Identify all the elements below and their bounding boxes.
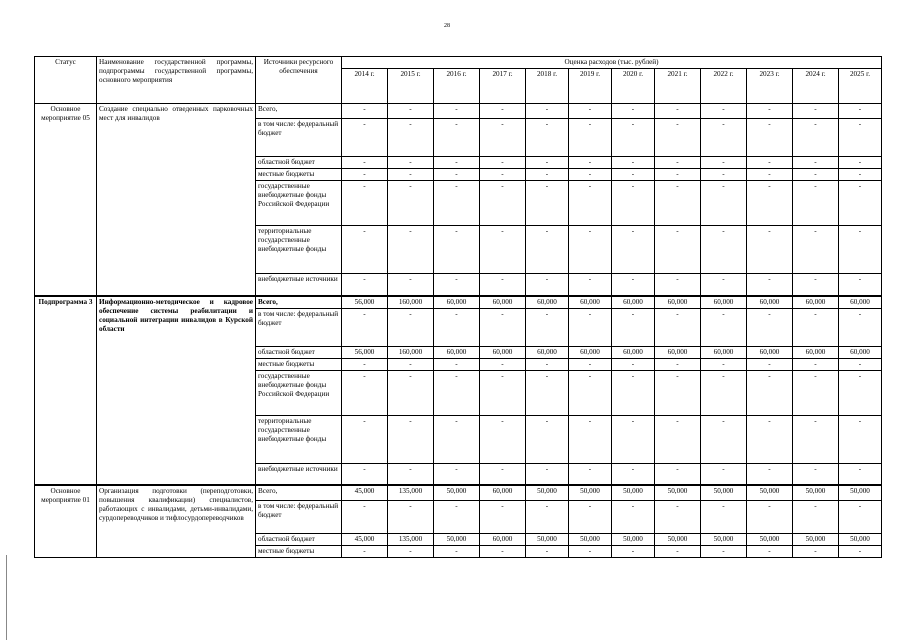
value-cell: 50,000 [526, 485, 569, 500]
value-cell: 45,000 [342, 533, 388, 545]
value-cell: - [569, 157, 612, 169]
value-cell: - [480, 358, 526, 370]
value-cell: - [388, 545, 434, 557]
value-cell: - [612, 181, 655, 226]
header-year: 2024 г. [793, 69, 839, 104]
value-cell: - [342, 500, 388, 533]
value-cell: - [480, 119, 526, 157]
source-label: Всего, [256, 485, 342, 500]
value-cell: 60,000 [701, 346, 747, 358]
value-cell: - [655, 274, 701, 296]
value-cell: - [526, 463, 569, 485]
value-cell: - [747, 181, 793, 226]
value-cell: - [434, 104, 480, 119]
value-cell: - [434, 358, 480, 370]
value-cell: - [612, 500, 655, 533]
value-cell: - [526, 274, 569, 296]
value-cell: 60,000 [526, 296, 569, 309]
value-cell: - [793, 463, 839, 485]
value-cell: - [434, 169, 480, 181]
value-cell: 45,000 [342, 485, 388, 500]
value-cell: 60,000 [793, 346, 839, 358]
value-cell: - [701, 119, 747, 157]
value-cell: - [655, 226, 701, 274]
block-status: Подпрограмма 3 [35, 296, 97, 486]
value-cell: - [434, 463, 480, 485]
value-cell: - [434, 226, 480, 274]
value-cell: - [569, 226, 612, 274]
value-cell: - [655, 463, 701, 485]
source-label: местные бюджеты [256, 169, 342, 181]
value-cell: - [839, 500, 882, 533]
value-cell: - [388, 415, 434, 463]
value-cell: - [388, 274, 434, 296]
block-status: Основное мероприятие 05 [35, 104, 97, 296]
value-cell: - [569, 545, 612, 557]
value-cell: - [434, 415, 480, 463]
value-cell: - [526, 169, 569, 181]
source-label: внебюджетные источники [256, 463, 342, 485]
value-cell: - [793, 370, 839, 415]
value-cell: - [612, 157, 655, 169]
value-cell: - [793, 169, 839, 181]
value-cell: - [793, 415, 839, 463]
value-cell: - [701, 226, 747, 274]
header-year: 2014 г. [342, 69, 388, 104]
value-cell: - [434, 308, 480, 346]
block-name: Информационно-методическое и кадровое обеспечение системы реабилитации и социальной интеграции инвалидов в Курской области [97, 296, 256, 486]
scan-margin-line [6, 555, 7, 640]
value-cell: 50,000 [569, 485, 612, 500]
value-cell: 50,000 [701, 485, 747, 500]
expenditure-table [34, 56, 882, 558]
value-cell: - [526, 370, 569, 415]
value-cell: - [342, 274, 388, 296]
value-cell: - [701, 545, 747, 557]
value-cell: - [747, 226, 793, 274]
value-cell: - [655, 370, 701, 415]
value-cell: 50,000 [747, 533, 793, 545]
value-cell: 50,000 [793, 485, 839, 500]
value-cell: - [526, 157, 569, 169]
value-cell: - [747, 104, 793, 119]
value-cell: 50,000 [526, 533, 569, 545]
source-label: областной бюджет [256, 157, 342, 169]
value-cell: - [701, 157, 747, 169]
value-cell: - [839, 226, 882, 274]
value-cell: - [480, 274, 526, 296]
value-cell: - [480, 157, 526, 169]
header-year: 2017 г. [480, 69, 526, 104]
value-cell: - [388, 119, 434, 157]
source-label: в том числе: федеральный бюджет [256, 119, 342, 157]
value-cell: - [388, 104, 434, 119]
value-cell: - [655, 119, 701, 157]
header-year: 2021 г. [655, 69, 701, 104]
value-cell: - [793, 119, 839, 157]
value-cell: - [701, 169, 747, 181]
value-cell: - [434, 545, 480, 557]
value-cell: - [526, 119, 569, 157]
block-status: Основное мероприятие 01 [35, 485, 97, 557]
value-cell: - [701, 370, 747, 415]
source-label: Всего, [256, 104, 342, 119]
value-cell: - [342, 415, 388, 463]
value-cell: 60,000 [480, 485, 526, 500]
value-cell: - [612, 545, 655, 557]
value-cell: - [526, 500, 569, 533]
value-cell: - [480, 415, 526, 463]
header-year: 2020 г. [612, 69, 655, 104]
value-cell: - [388, 169, 434, 181]
value-cell: - [388, 370, 434, 415]
value-cell: - [655, 104, 701, 119]
value-cell: - [793, 358, 839, 370]
value-cell: - [793, 181, 839, 226]
value-cell: - [569, 370, 612, 415]
value-cell: - [480, 104, 526, 119]
value-cell: - [612, 358, 655, 370]
value-cell: - [747, 463, 793, 485]
value-cell: - [612, 370, 655, 415]
header-status: Статус [35, 57, 97, 104]
header-year: 2016 г. [434, 69, 480, 104]
value-cell: - [747, 500, 793, 533]
source-label: государственные внебюджетные фонды Российской Федерации [256, 181, 342, 226]
value-cell: 50,000 [839, 485, 882, 500]
value-cell: - [839, 181, 882, 226]
value-cell: 56,000 [342, 346, 388, 358]
value-cell: - [612, 104, 655, 119]
value-cell: 60,000 [569, 296, 612, 309]
block-name: Организация подготовки (переподготовки, повышения квалификации) специалистов, работающих с инвалидами, детьми-инвалидами, сурдопереводчиков и тифлосурдопереводчиков [97, 485, 256, 557]
value-cell: - [388, 463, 434, 485]
value-cell: - [701, 415, 747, 463]
value-cell: - [839, 463, 882, 485]
header-source: Источники ресурсного обеспечения [256, 57, 342, 104]
value-cell: 135,000 [388, 533, 434, 545]
source-label: внебюджетные источники [256, 274, 342, 296]
value-cell: 50,000 [793, 533, 839, 545]
value-cell: - [342, 226, 388, 274]
value-cell: 60,000 [793, 296, 839, 309]
value-cell: - [839, 157, 882, 169]
value-cell: 60,000 [480, 296, 526, 309]
header-year: 2015 г. [388, 69, 434, 104]
value-cell: 60,000 [434, 346, 480, 358]
value-cell: - [793, 226, 839, 274]
value-cell: 60,000 [655, 346, 701, 358]
value-cell: - [612, 463, 655, 485]
value-cell: - [569, 181, 612, 226]
value-cell: - [569, 119, 612, 157]
value-cell: - [793, 545, 839, 557]
value-cell: 50,000 [434, 485, 480, 500]
value-cell: - [793, 308, 839, 346]
value-cell: 56,000 [342, 296, 388, 309]
value-cell: - [793, 157, 839, 169]
value-cell: - [434, 500, 480, 533]
value-cell: - [526, 181, 569, 226]
value-cell: - [655, 415, 701, 463]
value-cell: - [701, 181, 747, 226]
value-cell: - [612, 415, 655, 463]
value-cell: - [434, 274, 480, 296]
value-cell: - [747, 157, 793, 169]
value-cell: - [388, 500, 434, 533]
value-cell: - [701, 308, 747, 346]
value-cell: - [655, 169, 701, 181]
value-cell: - [569, 104, 612, 119]
value-cell: - [526, 104, 569, 119]
value-cell: - [839, 415, 882, 463]
value-cell: - [480, 370, 526, 415]
source-label: областной бюджет [256, 533, 342, 545]
value-cell: - [701, 463, 747, 485]
value-cell: - [342, 545, 388, 557]
value-cell: 60,000 [747, 296, 793, 309]
value-cell: 50,000 [569, 533, 612, 545]
value-cell: - [342, 104, 388, 119]
value-cell: - [569, 308, 612, 346]
value-cell: - [612, 226, 655, 274]
value-cell: - [793, 274, 839, 296]
value-cell: - [480, 181, 526, 226]
value-cell: 160,000 [388, 296, 434, 309]
value-cell: - [569, 463, 612, 485]
value-cell: - [388, 181, 434, 226]
value-cell: 60,000 [480, 533, 526, 545]
value-cell: - [655, 358, 701, 370]
value-cell: 60,000 [480, 346, 526, 358]
value-cell: - [839, 104, 882, 119]
value-cell: - [655, 181, 701, 226]
header-year: 2019 г. [569, 69, 612, 104]
source-label: Всего, [256, 296, 342, 309]
page-number: 28 [444, 23, 450, 29]
value-cell: - [747, 358, 793, 370]
value-cell: - [747, 370, 793, 415]
value-cell: - [747, 274, 793, 296]
value-cell: 50,000 [701, 533, 747, 545]
value-cell: 50,000 [839, 533, 882, 545]
source-label: местные бюджеты [256, 358, 342, 370]
value-cell: - [793, 104, 839, 119]
header-year: 2022 г. [701, 69, 747, 104]
value-cell: 60,000 [569, 346, 612, 358]
value-cell: - [434, 181, 480, 226]
value-cell: - [839, 119, 882, 157]
value-cell: - [526, 545, 569, 557]
value-cell: - [839, 274, 882, 296]
source-label: территориальные государственные внебюджетные фонды [256, 415, 342, 463]
value-cell: - [569, 358, 612, 370]
value-cell: 60,000 [839, 296, 882, 309]
value-cell: - [526, 308, 569, 346]
value-cell: - [701, 104, 747, 119]
value-cell: - [839, 358, 882, 370]
value-cell: 50,000 [655, 485, 701, 500]
value-cell: 60,000 [747, 346, 793, 358]
value-cell: - [839, 370, 882, 415]
value-cell: - [612, 169, 655, 181]
value-cell: - [655, 308, 701, 346]
value-cell: - [747, 308, 793, 346]
value-cell: - [701, 274, 747, 296]
value-cell: - [526, 358, 569, 370]
value-cell: - [342, 463, 388, 485]
source-label: в том числе: федеральный бюджет [256, 308, 342, 346]
value-cell: 135,000 [388, 485, 434, 500]
value-cell: 60,000 [839, 346, 882, 358]
value-cell: 60,000 [612, 346, 655, 358]
header-year: 2023 г. [747, 69, 793, 104]
header-year: 2018 г. [526, 69, 569, 104]
value-cell: - [701, 358, 747, 370]
value-cell: - [388, 308, 434, 346]
value-cell: 50,000 [612, 533, 655, 545]
block-name: Создание специально отведенных парковочных мест для инвалидов [97, 104, 256, 296]
value-cell: - [612, 119, 655, 157]
value-cell: - [342, 181, 388, 226]
value-cell: 60,000 [701, 296, 747, 309]
value-cell: - [342, 308, 388, 346]
value-cell: - [342, 119, 388, 157]
value-cell: - [526, 226, 569, 274]
value-cell: - [569, 500, 612, 533]
value-cell: - [839, 308, 882, 346]
value-cell: 50,000 [434, 533, 480, 545]
value-cell: - [747, 415, 793, 463]
value-cell: - [480, 308, 526, 346]
value-cell: - [612, 308, 655, 346]
source-label: местные бюджеты [256, 545, 342, 557]
header-name: Наименование государственной программы, подпрограммы государственной программы, основного мероприятия [97, 57, 256, 104]
value-cell: 50,000 [655, 533, 701, 545]
value-cell: - [793, 500, 839, 533]
value-cell: - [434, 157, 480, 169]
value-cell: 60,000 [434, 296, 480, 309]
header-year: 2025 г. [839, 69, 882, 104]
source-label: в том числе: федеральный бюджет [256, 500, 342, 533]
value-cell: - [434, 119, 480, 157]
value-cell: - [569, 415, 612, 463]
value-cell: - [342, 169, 388, 181]
value-cell: 50,000 [612, 485, 655, 500]
value-cell: - [388, 358, 434, 370]
source-label: территориальные государственные внебюджетные фонды [256, 226, 342, 274]
header-estimate: Оценка расходов (тыс. рублей) [342, 57, 882, 69]
value-cell: - [569, 274, 612, 296]
value-cell: - [434, 370, 480, 415]
value-cell: - [342, 358, 388, 370]
value-cell: - [480, 545, 526, 557]
value-cell: - [480, 169, 526, 181]
value-cell: - [480, 463, 526, 485]
source-label: областной бюджет [256, 346, 342, 358]
value-cell: - [480, 226, 526, 274]
value-cell: - [612, 274, 655, 296]
value-cell: - [747, 545, 793, 557]
value-cell: - [526, 415, 569, 463]
value-cell: 60,000 [526, 346, 569, 358]
value-cell: 60,000 [612, 296, 655, 309]
value-cell: 60,000 [655, 296, 701, 309]
source-label: государственные внебюджетные фонды Российской Федерации [256, 370, 342, 415]
value-cell: 160,000 [388, 346, 434, 358]
value-cell: - [701, 500, 747, 533]
value-cell: - [839, 545, 882, 557]
value-cell: - [655, 500, 701, 533]
value-cell: 50,000 [747, 485, 793, 500]
value-cell: - [388, 157, 434, 169]
value-cell: - [342, 157, 388, 169]
value-cell: - [655, 545, 701, 557]
value-cell: - [342, 370, 388, 415]
value-cell: - [655, 157, 701, 169]
value-cell: - [388, 226, 434, 274]
value-cell: - [747, 169, 793, 181]
value-cell: - [480, 500, 526, 533]
value-cell: - [569, 169, 612, 181]
value-cell: - [747, 119, 793, 157]
value-cell: - [839, 169, 882, 181]
